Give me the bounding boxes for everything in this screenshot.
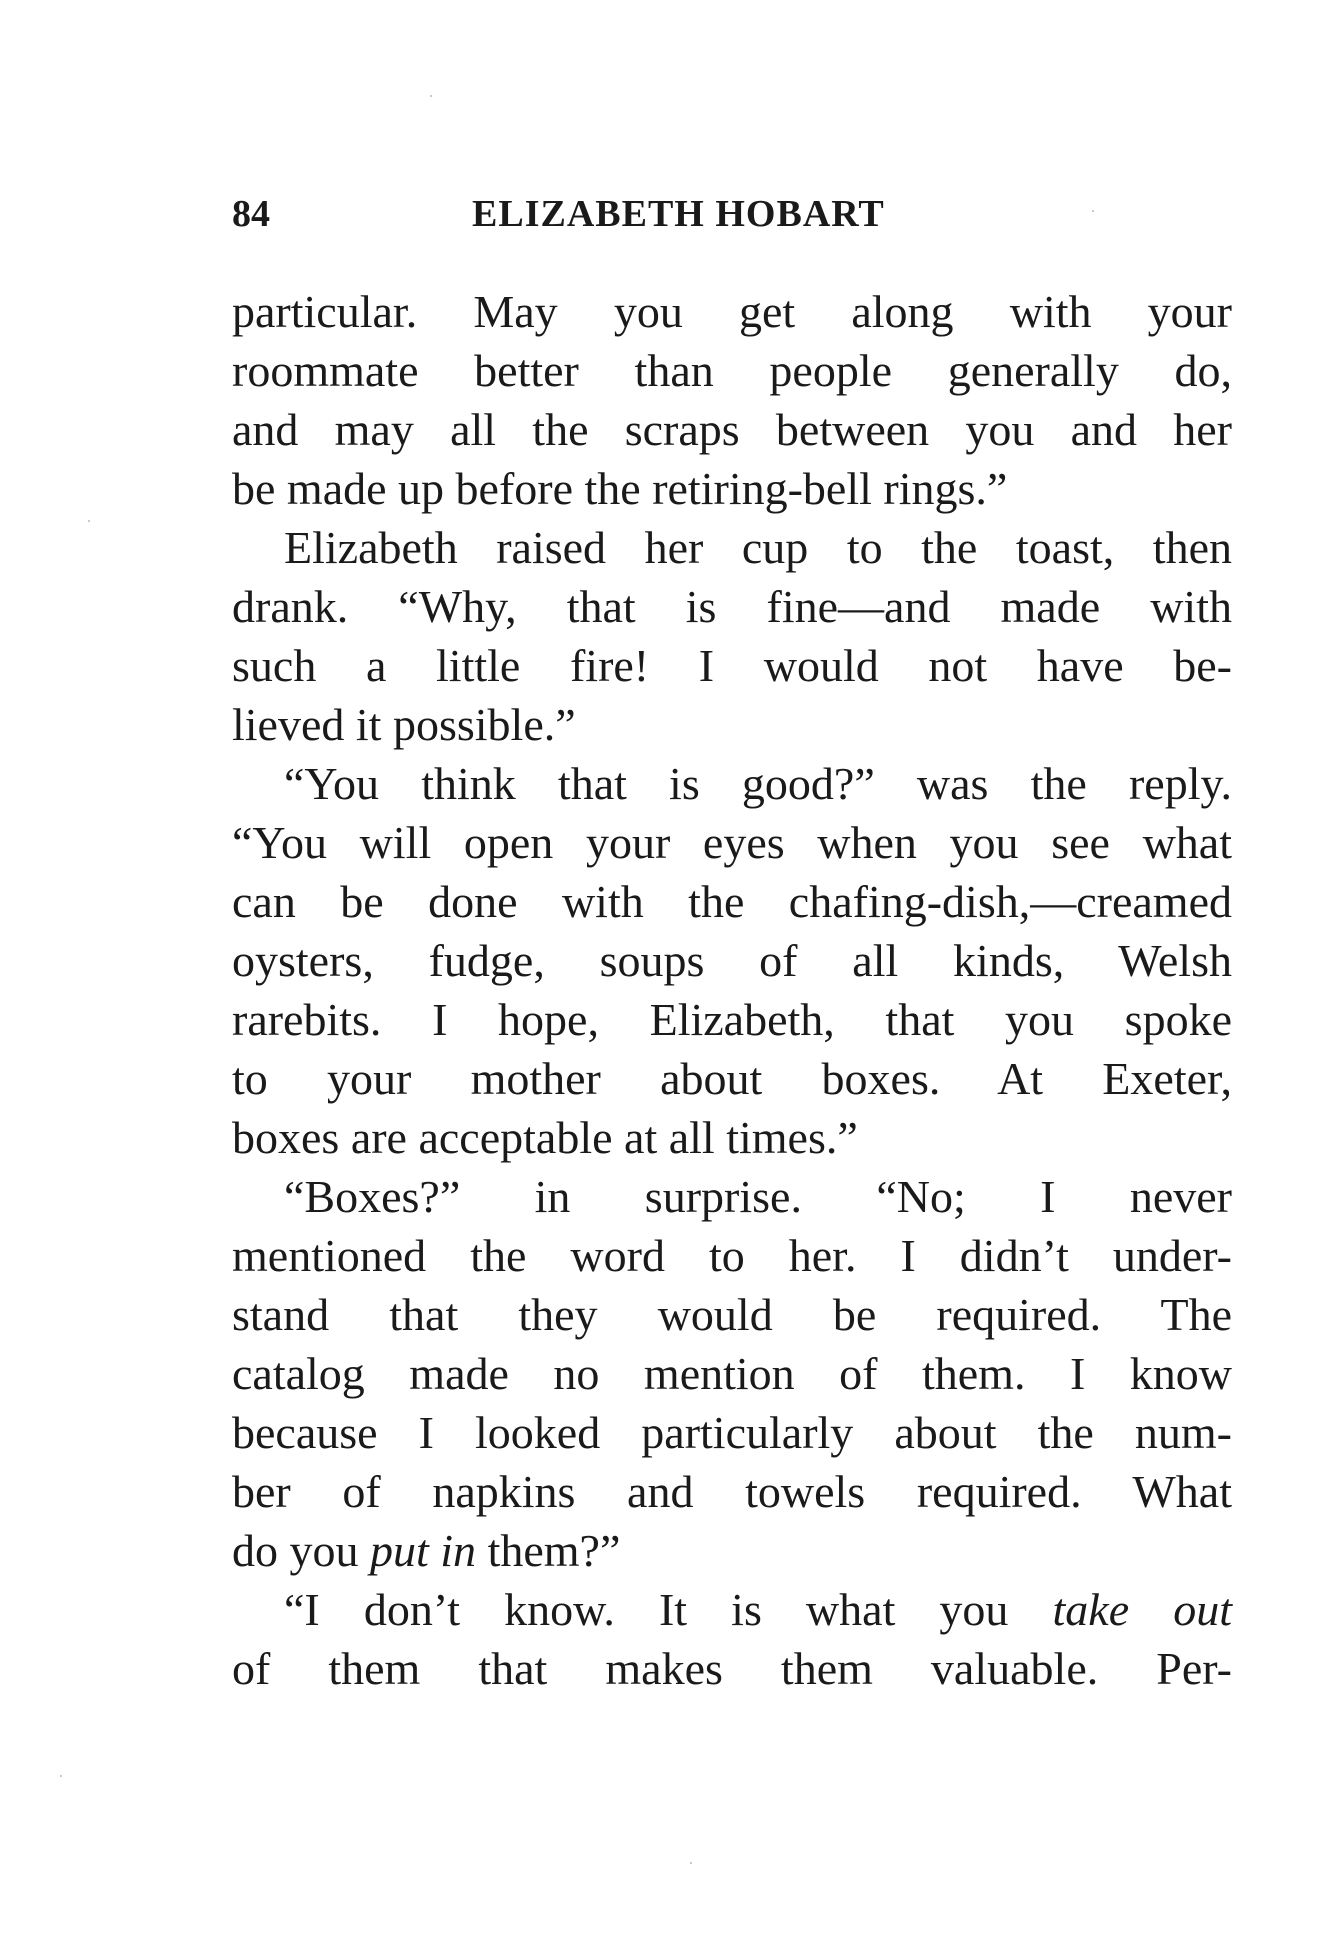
text-line: “You will open your eyes when you see what bbox=[232, 817, 1232, 868]
text-line: catalog made no mention of them. I know bbox=[232, 1348, 1232, 1399]
text-line: rarebits. I hope, Elizabeth, that you spoke bbox=[232, 994, 1232, 1045]
paragraph-first-line bbox=[232, 1580, 1232, 1639]
paper-speck bbox=[88, 520, 90, 522]
paragraph-first-line: “Boxes?” in surprise. “No; I never bbox=[284, 1171, 1232, 1222]
text-line: such a little fire! I would not have be- bbox=[232, 640, 1232, 691]
text-line: mentioned the word to her. I didn’t under- bbox=[232, 1230, 1232, 1281]
paper-speck bbox=[60, 1775, 62, 1777]
text-line: because I looked particularly about the num- bbox=[232, 1407, 1232, 1458]
text-line: can be done with the chafing-dish,—creamed bbox=[232, 876, 1232, 927]
text-line: drank. “Why, that is fine—and made with bbox=[232, 581, 1232, 632]
text-line: be made up before the retiring-bell rings.” bbox=[232, 463, 1008, 514]
italic-phrase: put in bbox=[370, 1525, 477, 1576]
text-line: lieved it possible.” bbox=[232, 699, 576, 750]
text-line: particular. May you get along with your bbox=[232, 286, 1232, 337]
text-line: roommate better than people generally do, bbox=[232, 345, 1232, 396]
running-head: ELIZABETH HOBART bbox=[472, 193, 885, 235]
paragraph-first-line: Elizabeth raised her cup to the toast, then bbox=[284, 522, 1232, 573]
text-line: of them that makes them valuable. Per- bbox=[232, 1643, 1232, 1694]
paper-speck bbox=[1092, 210, 1094, 212]
body-text bbox=[232, 282, 1232, 1698]
text-line: to your mother about boxes. At Exeter, bbox=[232, 1053, 1232, 1104]
text-line bbox=[232, 1521, 1232, 1580]
paper-speck bbox=[430, 95, 432, 97]
text-segment: “I don’t know. It is what you bbox=[284, 1584, 1053, 1635]
text-line: boxes are acceptable at all times.” bbox=[232, 1112, 858, 1163]
text-segment: do you bbox=[232, 1525, 370, 1576]
text-line: and may all the scraps between you and her bbox=[232, 404, 1232, 455]
page-number: 84 bbox=[232, 193, 270, 235]
text-line: ber of napkins and towels required. What bbox=[232, 1466, 1232, 1517]
italic-phrase: take out bbox=[1052, 1584, 1232, 1635]
page-header bbox=[232, 192, 972, 242]
paragraph-first-line: “You think that is good?” was the reply. bbox=[284, 758, 1232, 809]
paper-speck bbox=[690, 1862, 692, 1864]
text-segment: them?” bbox=[476, 1525, 621, 1576]
text-line: stand that they would be required. The bbox=[232, 1289, 1232, 1340]
text-line: oysters, fudge, soups of all kinds, Welsh bbox=[232, 935, 1232, 986]
